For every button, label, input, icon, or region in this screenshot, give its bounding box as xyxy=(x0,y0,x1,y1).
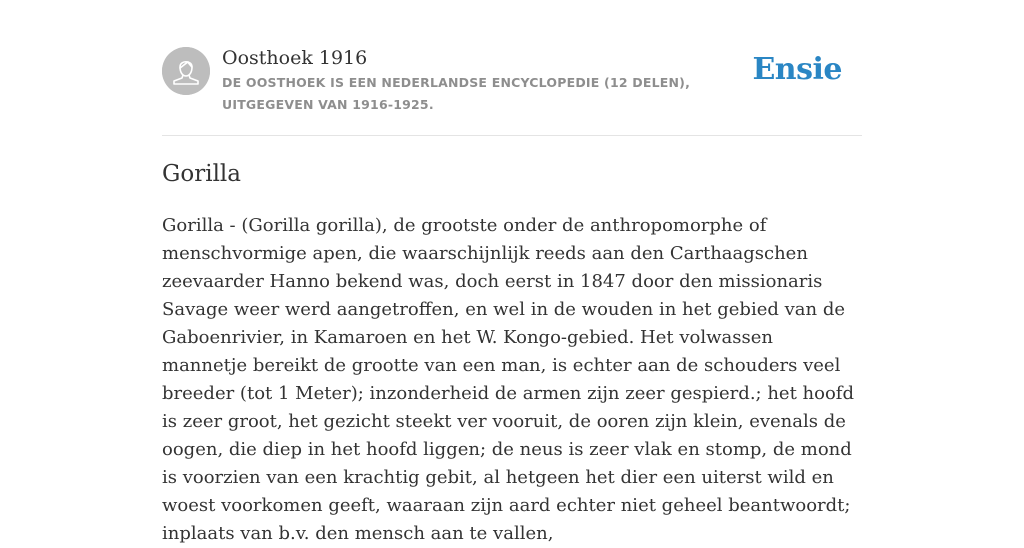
ensie-logo-link[interactable]: Ensie xyxy=(752,52,842,87)
source-description: DE OOSTHOEK IS EEN NEDERLANDSE ENCYCLOPEDIE (12 DELEN), UITGEGEVEN VAN 1916-1925. xyxy=(222,75,691,112)
user-avatar-icon[interactable] xyxy=(162,47,210,95)
source-header xyxy=(162,44,862,136)
source-title[interactable]: Oosthoek 1916 xyxy=(222,47,368,69)
article-body: Gorilla - (Gorilla gorilla), de grootste onder de anthropomorphe of menschvormige apen, die waarschijnlijk reeds aan den Carthaagschen zeevaarder Hanno bekend was, doch eerst in 1847 door den missionaris Savage weer werd aangetroffen, en wel in de wouden in het gebied van de Gaboenrivier, in Kamaroen en het W. Kongo-gebied. Het volwassen mannetje bereikt de grootte van een man, is echter aan de schouders veel breeder (tot 1 Meter); inzonderheid de armen zijn zeer gespierd.; het hoofd is zeer groot, het gezicht steekt ver vooruit, de ooren zijn klein, evenals de oogen, die diep in het hoofd liggen; de neus is zeer vlak en stomp, de mond is voorzien van een krachtig gebit, al hetgeen het dier een uiterst wild en woest voorkomen geeft, waaraan zijn aard echter niet geheel beantwoordt; inplaats van b.v. den mensch aan te vallen, xyxy=(162,215,854,544)
article-title: Gorilla xyxy=(162,161,241,187)
